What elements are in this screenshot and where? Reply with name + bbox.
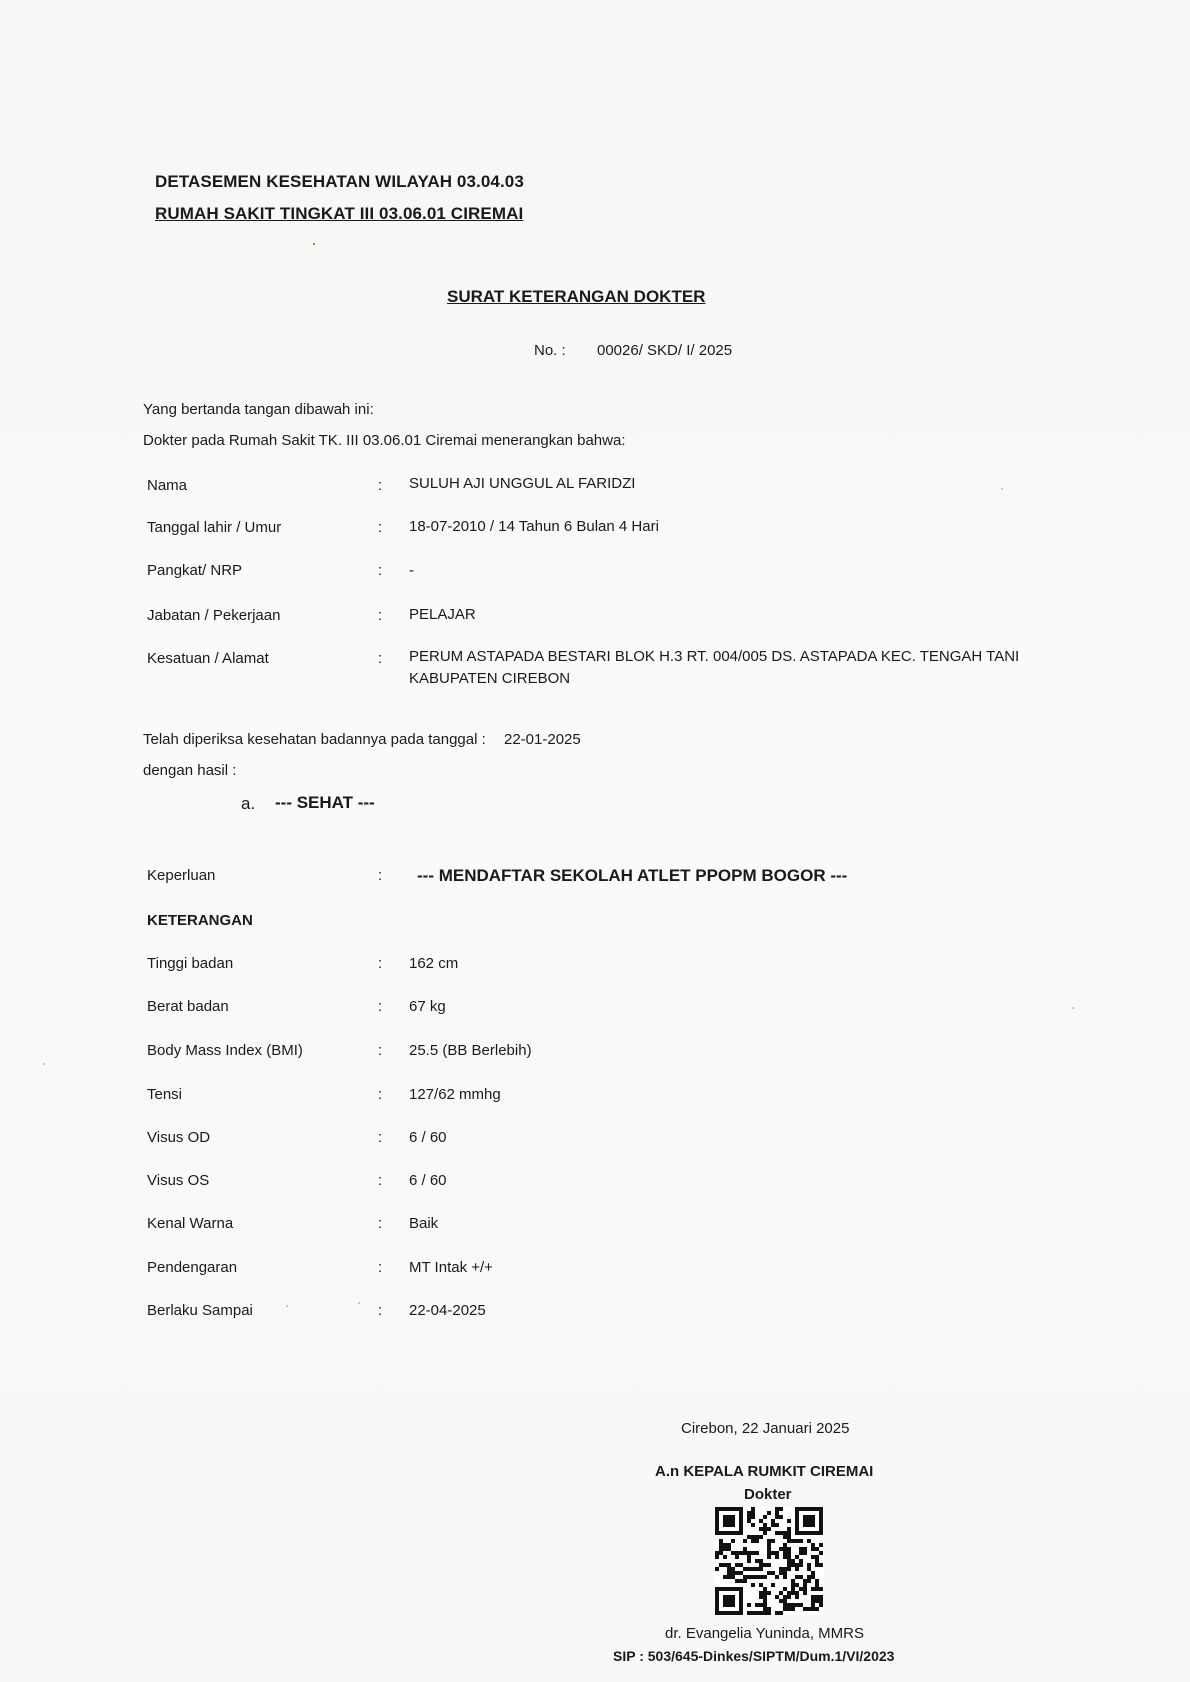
- header-unit: DETASEMEN KESEHATAN WILAYAH 03.04.03: [155, 172, 524, 191]
- number-value: 00026/ SKD/ I/ 2025: [597, 342, 733, 359]
- ket-value-kenal-warna: Baik: [409, 1215, 439, 1232]
- keterangan-heading: KETERANGAN: [147, 912, 253, 929]
- exam-statement: Telah diperiksa kesehatan badannya pada tanggal :: [143, 731, 486, 748]
- field-label-nama: Nama: [147, 477, 188, 494]
- field-colon: :: [378, 607, 383, 624]
- ket-value-bmi: 25.5 (BB Berlebih): [409, 1042, 532, 1059]
- header-hospital: RUMAH SAKIT TINGKAT III 03.06.01 CIREMAI: [155, 204, 524, 223]
- field-value-jabatan: PELAJAR: [409, 606, 476, 623]
- field-colon: :: [378, 955, 383, 972]
- field-colon: :: [378, 1302, 383, 1319]
- ket-label-tinggi: Tinggi badan: [147, 955, 234, 972]
- field-colon: :: [378, 867, 383, 884]
- ket-label-berlaku: Berlaku Sampai: [147, 1302, 253, 1319]
- field-colon: :: [378, 477, 383, 494]
- field-label-pangkat: Pangkat/ NRP: [147, 562, 243, 579]
- field-value-pangkat: -: [409, 562, 414, 579]
- scan-speck: [286, 1305, 288, 1307]
- ket-label-kenal-warna: Kenal Warna: [147, 1215, 234, 1232]
- ket-value-tinggi: 162 cm: [409, 955, 459, 972]
- scan-speck: [358, 1302, 360, 1304]
- signature-role: Dokter: [744, 1486, 792, 1503]
- field-colon: :: [378, 1215, 383, 1232]
- scan-speck: [313, 243, 315, 245]
- exam-date: 22-01-2025: [504, 731, 581, 748]
- scan-speck: [1001, 488, 1003, 490]
- field-colon: :: [378, 998, 383, 1015]
- purpose-label: Keperluan: [147, 867, 216, 884]
- document-title: SURAT KETERANGAN DOKTER: [447, 287, 706, 306]
- field-value-tanggal-lahir: 18-07-2010 / 14 Tahun 6 Bulan 4 Hari: [409, 518, 659, 535]
- ket-value-berlaku: 22-04-2025: [409, 1302, 486, 1319]
- result-status: --- SEHAT ---: [275, 793, 375, 812]
- ket-value-pendengaran: MT Intak +/+: [409, 1259, 493, 1276]
- result-intro: dengan hasil :: [143, 762, 237, 779]
- intro-line-1: Yang bertanda tangan dibawah ini:: [143, 401, 374, 418]
- field-colon: :: [378, 1042, 383, 1059]
- field-colon: :: [378, 1259, 383, 1276]
- ket-value-berat: 67 kg: [409, 998, 446, 1015]
- ket-label-bmi: Body Mass Index (BMI): [147, 1042, 303, 1059]
- field-label-tanggal-lahir: Tanggal lahir / Umur: [147, 519, 282, 536]
- field-colon: :: [378, 650, 383, 667]
- field-colon: :: [378, 1172, 383, 1189]
- number-label: No. :: [534, 342, 566, 359]
- ket-value-visus-od: 6 / 60: [409, 1129, 447, 1146]
- signature-place-date: Cirebon, 22 Januari 2025: [681, 1420, 850, 1437]
- field-value-nama: SULUH AJI UNGGUL AL FARIDZI: [409, 475, 636, 492]
- field-colon: :: [378, 519, 383, 536]
- ket-label-tensi: Tensi: [147, 1086, 183, 1103]
- field-value-alamat: PERUM ASTAPADA BESTARI BLOK H.3 RT. 004/005 DS. ASTAPADA KEC. TENGAH TANI KABUPATEN CIREBON: [409, 648, 1020, 687]
- ket-label-visus-os: Visus OS: [147, 1172, 210, 1189]
- purpose-value: --- MENDAFTAR SEKOLAH ATLET PPOPM BOGOR ---: [417, 866, 848, 885]
- scan-speck: [1072, 1007, 1074, 1009]
- doctor-sip: SIP : 503/645-Dinkes/SIPTM/Dum.1/VI/2023: [613, 1648, 895, 1664]
- field-label-alamat: Kesatuan / Alamat: [147, 650, 269, 667]
- doctor-name: dr. Evangelia Yuninda, MMRS: [665, 1625, 865, 1642]
- ket-value-tensi: 127/62 mmhg: [409, 1086, 501, 1103]
- field-colon: :: [378, 1086, 383, 1103]
- ket-value-visus-os: 6 / 60: [409, 1172, 447, 1189]
- scan-speck: [43, 1063, 45, 1065]
- field-colon: :: [378, 1129, 383, 1146]
- intro-line-2: Dokter pada Rumah Sakit TK. III 03.06.01 Ciremai menerangkan bahwa:: [143, 432, 626, 449]
- field-colon: :: [378, 562, 383, 579]
- field-label-jabatan: Jabatan / Pekerjaan: [147, 607, 281, 624]
- qr-code-icon: [714, 1507, 824, 1615]
- ket-label-visus-od: Visus OD: [147, 1129, 211, 1146]
- ket-label-pendengaran: Pendengaran: [147, 1259, 238, 1276]
- signature-on-behalf: A.n KEPALA RUMKIT CIREMAI: [655, 1463, 874, 1480]
- result-letter: a.: [241, 794, 256, 813]
- ket-label-berat: Berat badan: [147, 998, 229, 1015]
